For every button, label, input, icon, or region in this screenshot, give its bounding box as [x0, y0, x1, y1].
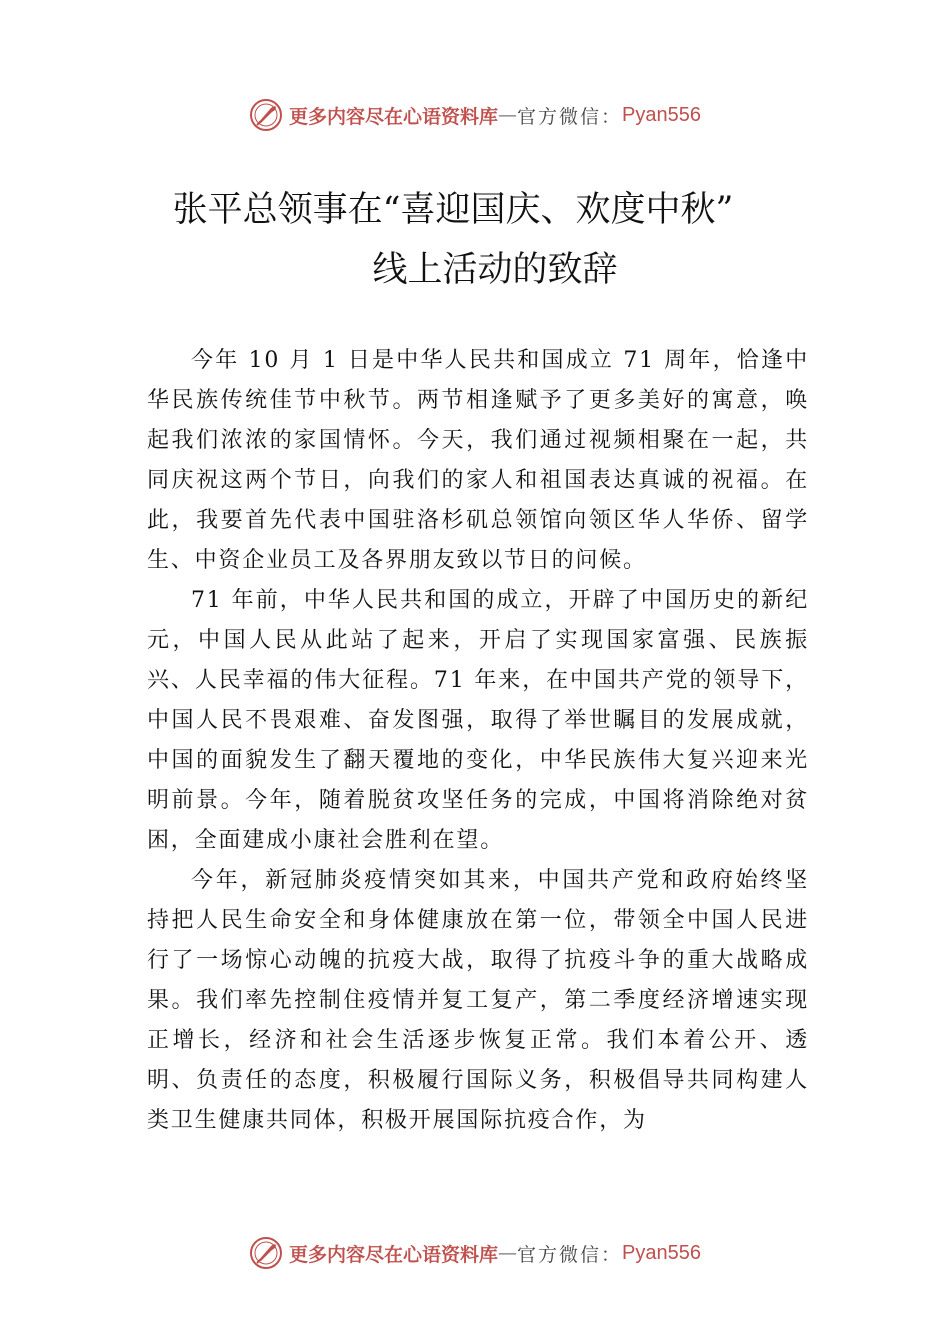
- banner-slogan: 更多内容尽在心语资料库: [289, 105, 499, 128]
- banner-separator: —: [498, 1242, 518, 1264]
- banner-separator: —: [498, 104, 518, 126]
- quill-pen-icon: [249, 98, 283, 132]
- paragraph-3: 今年，新冠肺炎疫情突如其来，中国共产党和政府始终坚持把人民生命安全和身体健康放在第一位，带领全中国人民进行了一场惊心动魄的抗疫大战，取得了抗疫斗争的重大战略成果。我们率先控制住疫情并复工复产，第二季度经济增速实现正增长，经济和社会生活逐步恢复正常。我们本着公开、透明、负责任的态度，积极履行国际义务，积极倡导共同构建人类卫生健康共同体，积极开展国际抗疫合作，为: [147, 868, 809, 1133]
- paragraph-1: 今年 10 月 1 日是中华人民共和国成立 71 周年，恰逢中华民族传统佳节中秋节。两节相逢赋予了更多美好的寓意，唤起我们浓浓的家国情怀。今天，我们通过视频相聚在一起，共同庆祝这两个节日，向我们的家人和祖国表达真诚的祝福。在此，我要首先代表中国驻洛杉矶总领馆向领区华人华侨、留学生、中资企业员工及各界朋友致以节日的问候。: [147, 348, 809, 573]
- banner-wechat-label: 官方微信：: [517, 1243, 623, 1266]
- document-body: [147, 341, 809, 1141]
- document-title-line-2: 线上活动的致辞: [372, 250, 618, 290]
- footer-banner: [0, 1233, 950, 1273]
- header-banner: [0, 95, 950, 135]
- banner-wechat-label: 官方微信：: [517, 105, 623, 128]
- banner-slogan: 更多内容尽在心语资料库: [289, 1243, 499, 1266]
- banner-wechat-id: Pyan556: [622, 103, 701, 126]
- footer-banner-content: [249, 1236, 701, 1270]
- banner-wechat-id: Pyan556: [622, 1241, 701, 1264]
- header-banner-content: [249, 98, 701, 132]
- document-title-line-1: 张平总领事在“喜迎国庆、欢度中秋”: [172, 190, 734, 230]
- paragraph-2: 71 年前，中华人民共和国的成立，开辟了中国历史的新纪元，中国人民从此站了起来，开启了实现国家富强、民族振兴、人民幸福的伟大征程。71 年来，在中国共产党的领导下，中国人民不畏艰难、奋发图强，取得了举世瞩目的发展成就，中国的面貌发生了翻天覆地的变化，中华民族伟大复兴迎来光明前景。今年，随着脱贫攻坚任务的完成，中国将消除绝对贫困，全面建成小康社会胜利在望。: [147, 588, 809, 853]
- quill-pen-icon: [249, 1236, 283, 1270]
